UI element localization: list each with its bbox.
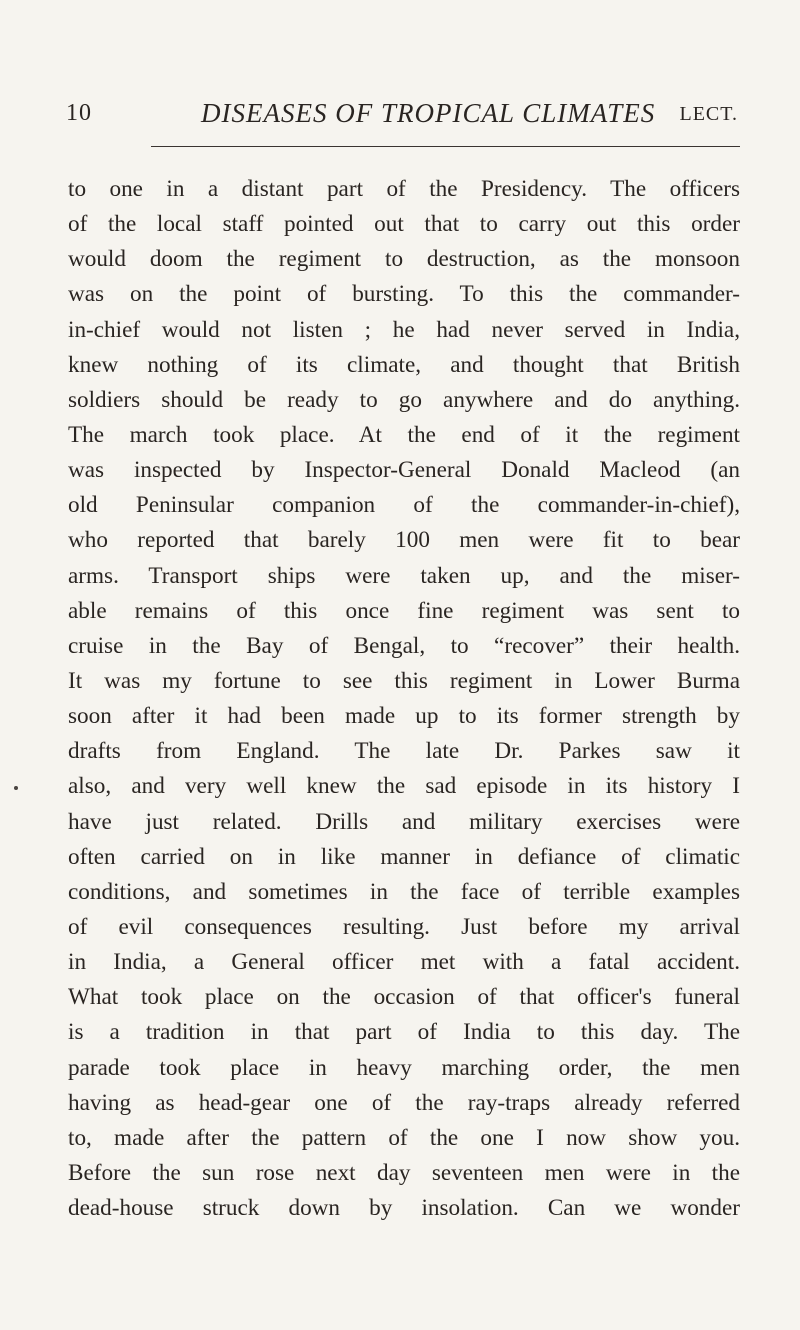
header-rule <box>151 146 740 147</box>
section-label: LECT. <box>679 103 738 125</box>
text-line: dead-house struck down by insolation. Can we wonder <box>68 1195 740 1222</box>
body-text <box>68 172 740 1226</box>
text-line: have just related. Drills and military exercises were <box>68 808 740 835</box>
text-line: who reported that barely 100 men were fit to bear <box>68 527 740 554</box>
text-line: It was my fortune to see this regiment in Lower Burma <box>68 667 740 694</box>
text-line: arms. Transport ships were taken up, and the miser- <box>68 562 740 589</box>
running-head <box>66 100 746 140</box>
text-line: often carried on in like manner in defiance of climatic <box>68 843 740 870</box>
text-line: old Peninsular companion of the commander-in-chief), <box>68 492 740 519</box>
text-line: able remains of this once fine regiment was sent to <box>68 597 740 624</box>
running-title: DISEASES OF TROPICAL CLIMATES <box>201 98 656 128</box>
text-line: was inspected by Inspector-General Donald Macleod (an <box>68 457 740 484</box>
page-number: 10 <box>66 100 92 126</box>
text-line: soldiers should be ready to go anywhere and do anything. <box>68 386 740 413</box>
text-line: in India, a General officer met with a fatal accident. <box>68 949 740 976</box>
text-line: What took place on the occasion of that officer's funeral <box>68 984 740 1011</box>
text-line: to, made after the pattern of the one I now show you. <box>68 1124 740 1151</box>
text-line: knew nothing of its climate, and thought that British <box>68 351 740 378</box>
text-line: of evil consequences resulting. Just before my arrival <box>68 913 740 940</box>
text-line: The march took place. At the end of it the regiment <box>68 421 740 448</box>
text-line: parade took place in heavy marching order, the men <box>68 1054 740 1081</box>
text-line: to one in a distant part of the Presidency. The officers <box>68 176 740 202</box>
text-line: also, and very well knew the sad episode in its history I <box>68 773 740 800</box>
text-line: drafts from England. The late Dr. Parkes saw it <box>68 738 740 765</box>
text-line: soon after it had been made up to its former strength by <box>68 703 740 730</box>
text-line: having as head-gear one of the ray-traps already referred <box>68 1089 740 1116</box>
text-line: conditions, and sometimes in the face of terrible examples <box>68 878 740 905</box>
margin-mark <box>14 786 18 790</box>
text-line: is a tradition in that part of India to this day. The <box>68 1019 740 1046</box>
text-line: in-chief would not listen ; he had never served in India, <box>68 316 740 343</box>
text-line: Before the sun rose next day seventeen men were in the <box>68 1159 740 1186</box>
text-line: would doom the regiment to destruction, as the monsoon <box>68 246 740 273</box>
text-line: cruise in the Bay of Bengal, to “recover” their health. <box>68 632 740 659</box>
text-line: of the local staff pointed out that to carry out this order <box>68 211 740 238</box>
text-line: was on the point of bursting. To this the commander- <box>68 281 740 308</box>
